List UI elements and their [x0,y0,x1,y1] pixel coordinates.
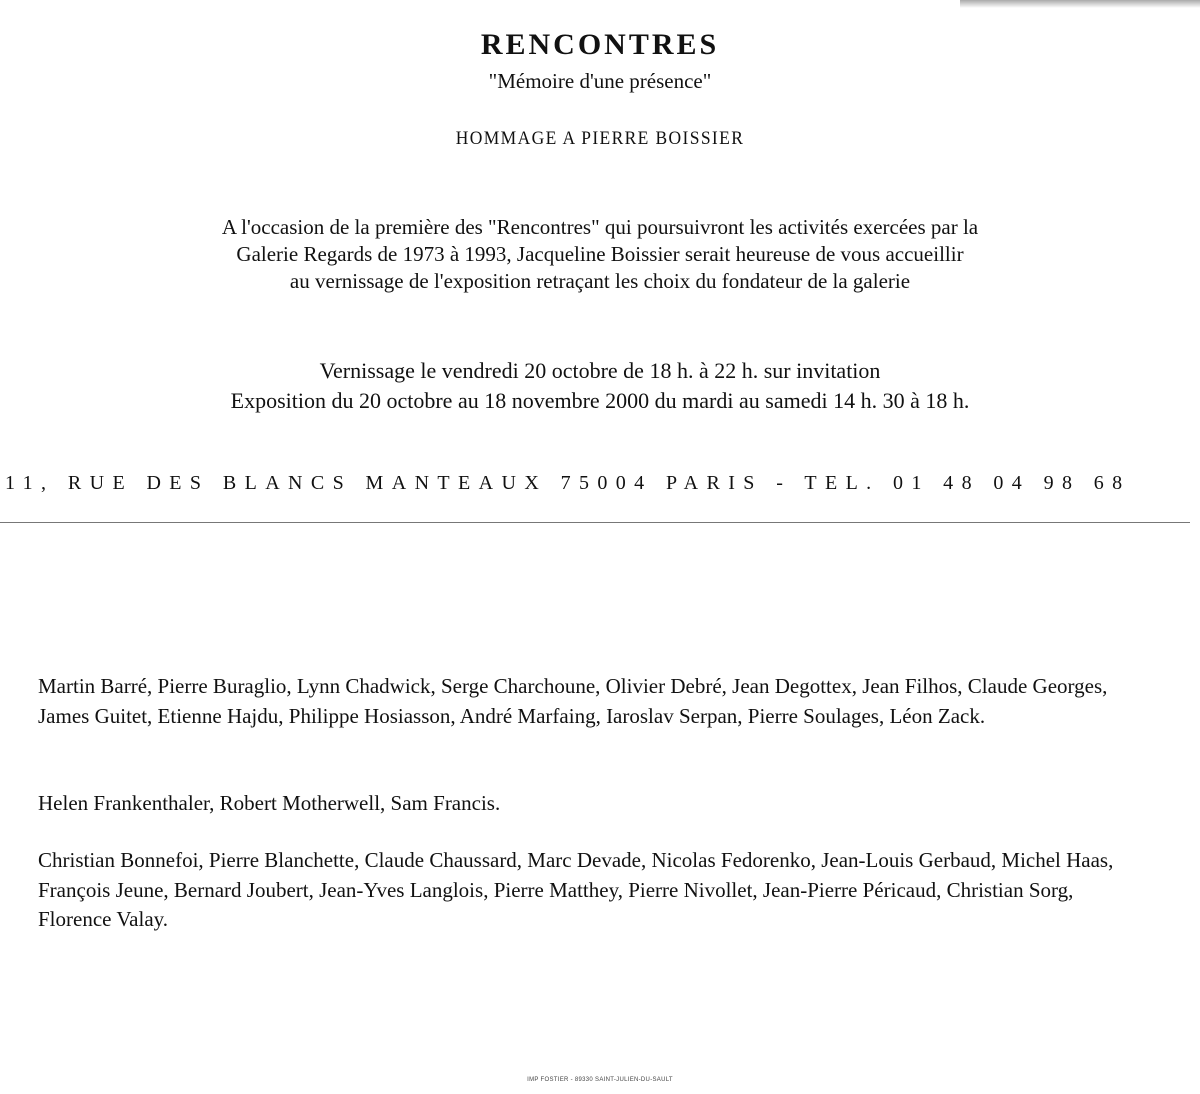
artist-list-3: Christian Bonnefoi, Pierre Blanchette, Claude Chaussard, Marc Devade, Nicolas Fedorenko, Jean-Louis Gerbaud, Michel Haas, François Jeune, Bernard Joubert, Jean-Yves Langlois, Pierre Matthey, Pierre Nivollet, Jean-Pierre Péricaud, Christian Sorg, Florence Valay. [38,848,1114,931]
address-line: 11, RUE DES BLANCS MANTEAUX 75004 PARIS - TEL. 01 48 04 98 68 [5,472,1131,494]
hommage-heading: HOMMAGE A PIERRE BOISSIER [455,128,745,149]
scan-shadow [960,0,1200,8]
document-title: RENCONTRES [480,28,720,61]
invitation-line: Galerie Regards de 1973 à 1993, Jacqueline Boissier serait heureuse de vous accueillir [236,242,964,266]
printer-imprint: IMP FOSTIER - 89330 SAINT-JULIEN-DU-SAULT [527,1077,673,1083]
divider [0,522,1190,523]
document-subtitle: "Mémoire d'une présence" [488,69,712,93]
invitation-paragraph [0,214,1200,295]
vernissage-line: Vernissage le vendredi 20 octobre de 18 h. à 22 h. sur invitation [319,358,881,383]
exposition-line: Exposition du 20 octobre au 18 novembre 2000 du mardi au samedi 14 h. 30 à 18 h. [230,388,970,413]
schedule [0,356,1200,416]
artist-list-2: Helen Frankenthaler, Robert Motherwell, Sam Francis. [38,791,501,815]
invitation-line: au vernissage de l'exposition retraçant les choix du fondateur de la galerie [289,269,911,293]
invitation-line: A l'occasion de la première des "Rencontres" qui poursuivront les activités exercées par la [221,215,979,239]
artist-list-1: Martin Barré, Pierre Buraglio, Lynn Chadwick, Serge Charchoune, Olivier Debré, Jean Degottex, Jean Filhos, Claude Georges, James Guitet, Etienne Hajdu, Philippe Hosiasson, André Marfaing, Iaroslav Serpan, Pierre Soulages, Léon Zack. [38,674,1108,728]
